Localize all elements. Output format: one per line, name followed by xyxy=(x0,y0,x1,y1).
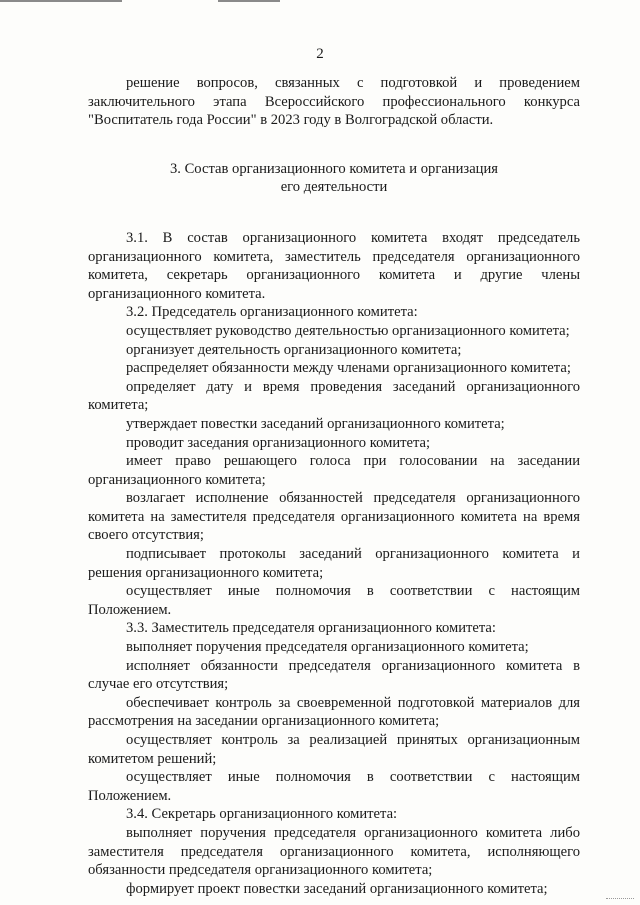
clause-3-2-title: 3.2. Председатель организационного комитета: xyxy=(126,304,418,321)
clause-3-2-item: подписывает протоколы заседаний организационного комитета и решения организационного комитета; xyxy=(88,546,580,581)
scan-corner-mark xyxy=(606,892,634,899)
clause-3-3-item: осуществляет иные полномочия в соответствии с настоящим Положением. xyxy=(88,769,580,804)
clause-3-2-item: организует деятельность организационного комитета; xyxy=(126,341,462,358)
section-heading-line2: его деятельности xyxy=(280,179,388,196)
clause-3-2-item: проводит заседания организационного комитета; xyxy=(126,434,431,451)
clause-3-3-item: обеспечивает контроль за своевременной подготовкой материалов для рассмотрения на заседании организационного комитета; xyxy=(88,694,580,730)
clause-3-2-item: имеет право решающего голоса при голосовании на заседании организационного комитета; xyxy=(88,453,580,488)
clause-3-2-item: утверждает повестки заседаний организационного комитета; xyxy=(126,415,505,432)
clause-3-2-item: возлагает исполнение обязанностей председателя организационного комитета на заместителя председателя организационного комитета на время своего отсутствия; xyxy=(88,490,580,544)
clause-3-4-item: выполняет поручения председателя организационного комитета либо заместителя председателя организационного комитета, исполняющего обязанности председателя организационного комитета; xyxy=(88,824,580,879)
page-number: 2 xyxy=(316,46,324,62)
section-heading-line1: 3. Состав организационного комитета и организация xyxy=(169,160,499,177)
clause-3-3-item: исполняет обязанности председателя организационного комитета в случае его отсутствия; xyxy=(88,657,580,693)
clause-3-2-item: осуществляет иные полномочия в соответствии с настоящим Положением. xyxy=(88,583,580,618)
clause-3-3-item: осуществляет контроль за реализацией принятых организационным комитетом решений; xyxy=(88,732,580,767)
clause-3-1: 3.1. В состав организационного комитета входят председатель организационного комитета, заместитель председателя организационного комитета, секретарь организационного комитета и другие члены организационного комитета. xyxy=(88,229,580,302)
intro-paragraph: решение вопросов, связанных с подготовкой и проведением заключительного этапа Всероссийского профессионального конкурса "Воспитатель года России" в 2023 году в Волгоградской области. xyxy=(88,75,580,129)
clause-3-3-title: 3.3. Заместитель председателя организационного комитета: xyxy=(126,620,496,637)
document-body xyxy=(88,74,580,898)
clause-3-4-title: 3.4. Секретарь организационного комитета: xyxy=(126,806,398,823)
clause-3-2-item: определяет дату и время проведения заседаний организационного комитета; xyxy=(88,378,580,414)
clause-3-4-item: формирует проект повестки заседаний организационного комитета; xyxy=(126,880,548,897)
clause-3-2-item: осуществляет руководство деятельностью организационного комитета; xyxy=(126,322,570,339)
section-heading xyxy=(88,160,580,197)
scan-top-rule-mid xyxy=(218,0,280,2)
clause-3-3-item: выполняет поручения председателя организационного комитета; xyxy=(126,639,529,656)
scan-top-rule-left xyxy=(0,0,122,2)
clause-3-2-item: распределяет обязанности между членами организационного комитета; xyxy=(126,360,571,377)
